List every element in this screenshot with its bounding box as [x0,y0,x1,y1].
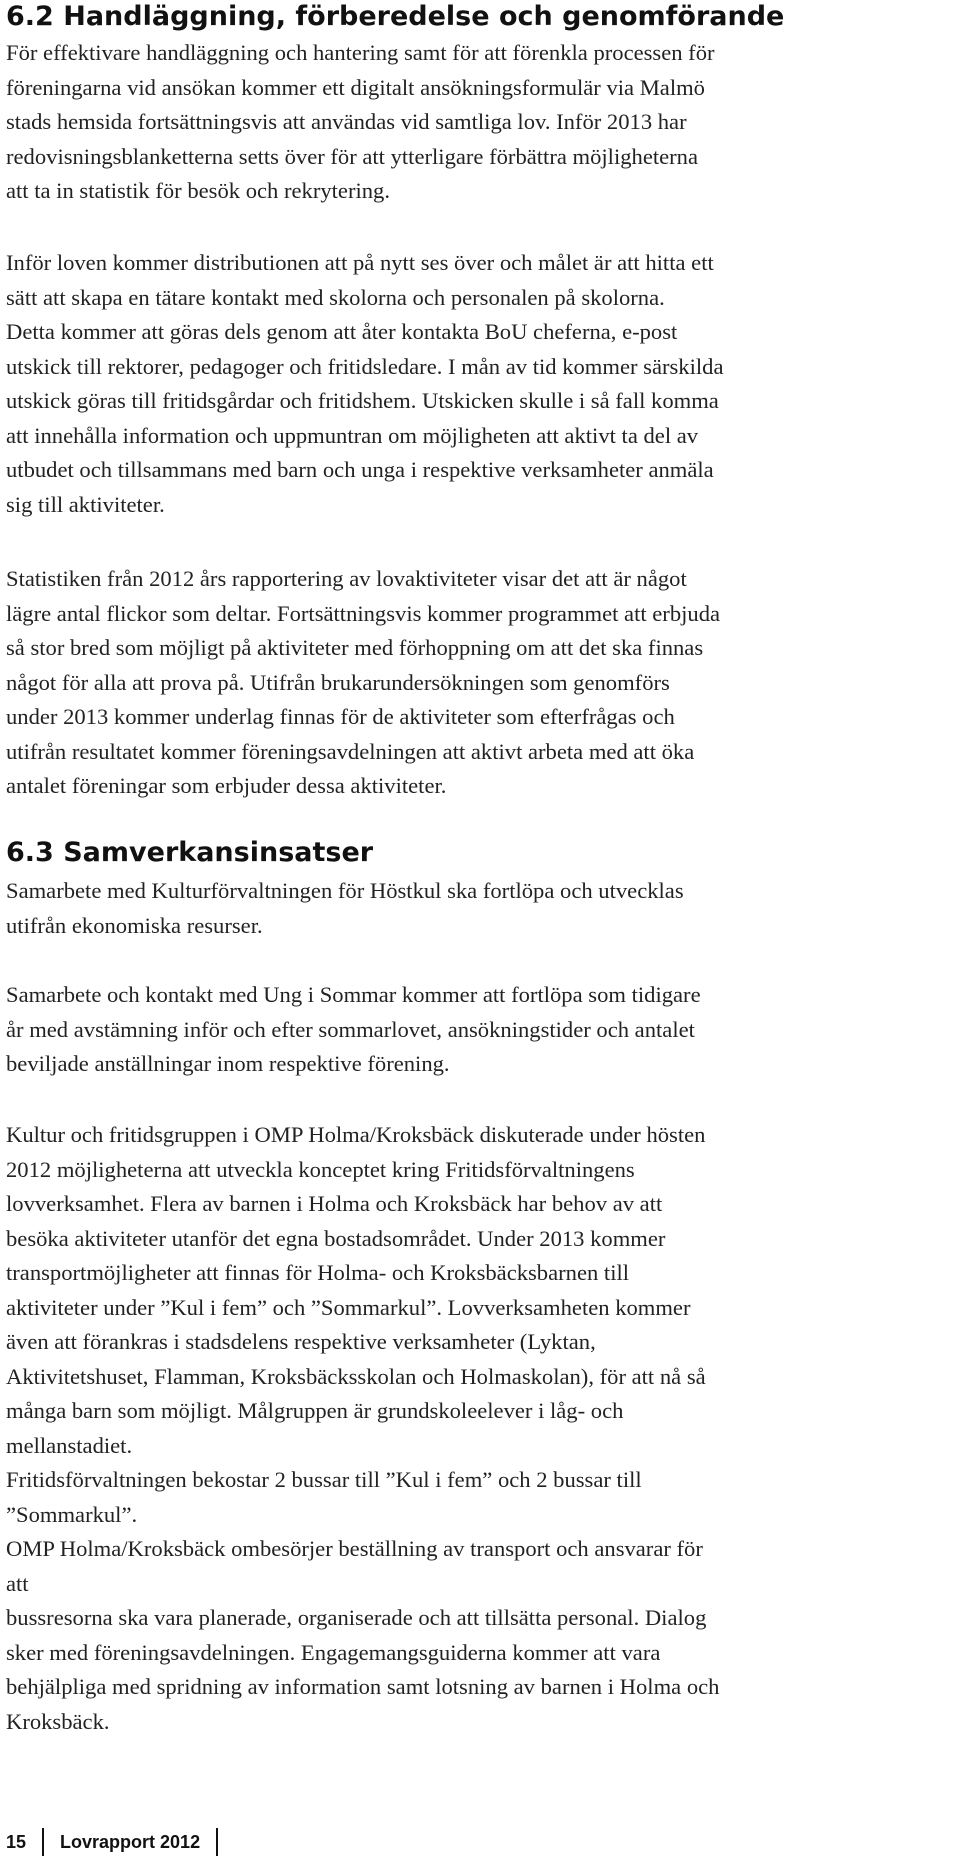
text-line: Kultur och fritidsgruppen i OMP Holma/Kroksbäck diskuterade under hösten [6,1122,706,1147]
text-line: föreningarna vid ansökan kommer ett digitalt ansökningsformulär via Malmö [6,74,705,100]
footer-title: Lovrapport 2012 [60,1831,201,1852]
text-line: 2012 möjligheterna att utveckla konceptet kring Fritidsförvaltningens [6,1156,635,1182]
section-heading-6-2: 6.2 Handläggning, förberedelse och genomförande [6,1,785,32]
text-line: ”Sommarkul”. [6,1501,138,1527]
text-line: Samarbete med Kulturförvaltningen för Höstkul ska fortlöpa och utvecklas [6,878,684,903]
paragraph [6,874,954,943]
text-line: sätt att skapa en tätare kontakt med skolorna och personalen på skolorna. [6,284,665,310]
text-line: under 2013 kommer underlag finnas för de aktiviteter som efterfrågas och [6,704,675,729]
paragraph [6,246,954,522]
text-line: sker med föreningsavdelningen. Engagemangsguiderna kommer att vara [6,1639,661,1665]
footer-divider [216,1828,218,1856]
text-line: För effektivare handläggning och hantering samt för att förenkla processen för [6,40,715,65]
text-line: utskick göras till fritidsgårdar och fritidshem. Utskicken skulle i så fall komma [6,388,719,413]
paragraph [6,978,954,1082]
text-line: mellanstadiet. [6,1432,133,1458]
text-line: något för alla att prova på. Utifrån brukarundersökningen som genomförs [6,669,670,695]
text-line: lovverksamhet. Flera av barnen i Holma och Kroksbäck har behov av att [6,1191,663,1216]
text-line: redovisningsblanketterna setts över för att ytterligare förbättra möjligheterna [6,143,698,169]
text-line: så stor bred som möjligt på aktiviteter med förhoppning om att det ska finnas [6,635,704,660]
text-line: aktiviteter under ”Kul i fem” och ”Sommarkul”. Lovverksamheten kommer [6,1294,691,1320]
text-line: många barn som möjligt. Målgruppen är grundskoleelever i låg- och [6,1398,624,1423]
text-line: Fritidsförvaltningen bekostar 2 bussar till ”Kul i fem” och 2 bussar till [6,1467,642,1492]
text-line: att [6,1570,29,1596]
text-line: utskick till rektorer, pedagoger och fritidsledare. I mån av tid kommer särskilda [6,353,724,379]
text-line: transportmöjligheter att finnas för Holma- och Kroksbäcksbarnen till [6,1260,630,1285]
page-number: 15 [6,1831,27,1852]
page-footer [6,1826,234,1858]
text-line: utifrån resultatet kommer föreningsavdelningen att aktivt arbeta med att öka [6,738,695,764]
text-line: antalet föreningar som erbjuder dessa aktiviteter. [6,773,447,798]
section-heading-6-3: 6.3 Samverkansinsatser [6,837,374,868]
text-line: att innehålla information och uppmuntran om möjligheten att aktivt ta del av [6,422,699,448]
text-line: OMP Holma/Kroksbäck ombesörjer beställning av transport och ansvarar för [6,1536,703,1561]
text-line: Statistiken från 2012 års rapportering av lovaktiviteter visar det att är något [6,566,687,591]
text-line: besöka aktiviteter utanför det egna bostadsområdet. Under 2013 kommer [6,1225,666,1251]
text-line: utbudet och tillsammans med barn och unga i respektive verksamheter anmäla [6,457,714,482]
text-line: Detta kommer att göras dels genom att åter kontakta BoU cheferna, e-post [6,319,678,344]
text-line: behjälpliga med spridning av information samt lotsning av barnen i Holma och [6,1674,720,1699]
text-line: stads hemsida fortsättningsvis att användas vid samtliga lov. Inför 2013 har [6,109,687,134]
text-line: Samarbete och kontakt med Ung i Sommar kommer att fortlöpa som tidigare [6,982,701,1007]
text-line: sig till aktiviteter. [6,491,165,517]
paragraph [6,36,954,209]
text-line: bussresorna ska vara planerade, organiserade och att tillsätta personal. Dialog [6,1605,707,1630]
paragraph [6,1118,954,1739]
text-line: att ta in statistik för besök och rekrytering. [6,178,390,203]
text-line: Inför loven kommer distributionen att på nytt ses över och målet är att hitta ett [6,250,714,275]
text-line: Aktivitetshuset, Flamman, Kroksbäcksskolan och Holmaskolan), för att nå så [6,1363,706,1389]
text-line: även att förankras i stadsdelens respektive verksamheter (Lyktan, [6,1329,596,1354]
text-line: lägre antal flickor som deltar. Fortsättningsvis kommer programmet att erbjuda [6,600,721,626]
paragraph [6,562,954,804]
text-line: Kroksbäck. [6,1708,110,1734]
text-line: beviljade anställningar inom respektive förening. [6,1051,450,1076]
text-line: utifrån ekonomiska resurser. [6,912,263,938]
footer-divider [42,1828,44,1856]
text-line: år med avstämning inför och efter sommarlovet, ansökningstider och antalet [6,1016,695,1042]
